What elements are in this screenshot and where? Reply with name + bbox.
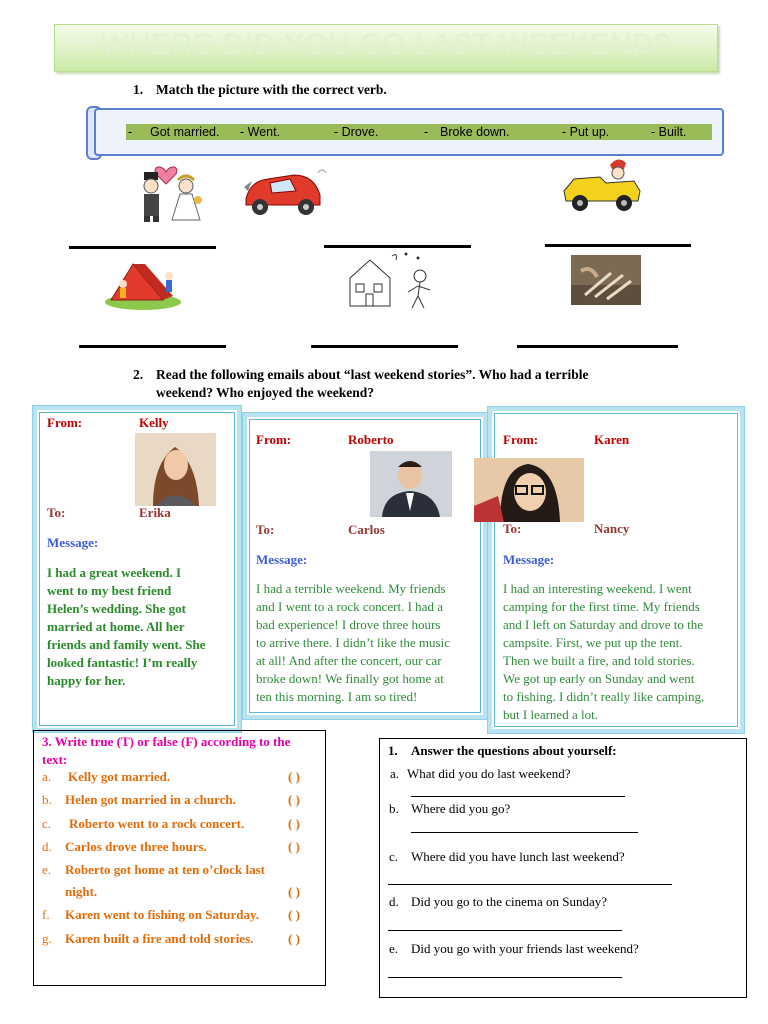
- from-label: From:: [47, 415, 83, 430]
- message-label: Message:: [256, 552, 308, 567]
- question-text: Where did you go?: [411, 801, 511, 816]
- section4-heading: Answer the questions about yourself:: [411, 743, 617, 758]
- to-label: To:: [256, 522, 275, 537]
- broken-car-picture: [240, 165, 326, 217]
- tf-statement-cont: night.: [65, 884, 98, 899]
- verb-got-married: Got married.: [150, 125, 220, 139]
- question-text: Did you go to the cinema on Sunday?: [411, 894, 608, 909]
- tent-picture: [103, 256, 183, 312]
- tf-letter: c.: [42, 816, 52, 831]
- message-line: I had a terrible weekend. My friends: [256, 581, 446, 596]
- tf-statement: Karen built a fire and told stories.: [65, 931, 254, 946]
- section1-number: 1.: [133, 82, 144, 97]
- message-line: married at home. All her: [47, 619, 185, 634]
- question-letter: a.: [390, 766, 400, 781]
- answer-line[interactable]: [388, 884, 672, 885]
- question-text: Where did you have lunch last weekend?: [411, 849, 625, 864]
- from-name: Karen: [594, 432, 630, 447]
- message-line: to fishing. I didn’t really like camping,: [503, 689, 705, 704]
- kelly-photo: [135, 433, 216, 506]
- tf-answer-slot[interactable]: ( ): [288, 884, 300, 899]
- campfire-picture: [571, 255, 641, 305]
- answer-blank[interactable]: [545, 244, 691, 247]
- tf-letter: d.: [42, 839, 52, 854]
- section1-heading: Match the picture with the correct verb.: [156, 82, 387, 97]
- answer-line[interactable]: [411, 796, 625, 797]
- tf-answer-slot[interactable]: ( ): [288, 907, 300, 922]
- answer-blank[interactable]: [69, 246, 216, 249]
- tf-statement: Karen went to fishing on Saturday.: [65, 907, 260, 922]
- answer-blank[interactable]: [79, 345, 226, 348]
- tf-answer-slot[interactable]: ( ): [288, 931, 300, 946]
- tf-statement: Roberto went to a rock concert.: [69, 816, 245, 831]
- to-name: Nancy: [594, 521, 630, 536]
- verb-drove: - Drove.: [334, 125, 379, 139]
- from-name: Kelly: [139, 415, 169, 430]
- to-name: Erika: [139, 505, 171, 520]
- message-label: Message:: [503, 552, 555, 567]
- email-message-kelly: [47, 564, 206, 690]
- answer-line[interactable]: [388, 977, 622, 978]
- message-line: friends and family went. She: [47, 637, 206, 652]
- section2-heading-line2: weekend? Who enjoyed the weekend?: [156, 385, 375, 400]
- page-title: WHERE DID YOU GO LAST WEEKEND?: [100, 29, 672, 61]
- house-night-picture: [346, 248, 436, 314]
- message-line: broke down! We finally got home at: [256, 671, 444, 686]
- email-message-karen: [503, 580, 704, 724]
- roberto-photo: [370, 451, 452, 517]
- message-line: bad experience! I drove three hours: [256, 617, 441, 632]
- message-line: We got up early on Sunday and went: [503, 671, 695, 686]
- message-line: I had a great weekend. I: [47, 565, 182, 580]
- message-line: to arrive there. I didn’t like the music: [256, 635, 450, 650]
- driving-car-picture: [560, 155, 644, 215]
- verb-bank: [126, 124, 712, 140]
- tf-answer-slot[interactable]: ( ): [288, 769, 300, 784]
- message-line: and I left on Saturday and drove to the: [503, 617, 703, 632]
- question-letter: d.: [389, 894, 399, 909]
- tf-heading-line1: 3. Write true (T) or false (F) according to the: [42, 734, 291, 749]
- message-line: at all! And after the concert, our car: [256, 653, 442, 668]
- verb-put-up: - Put up.: [562, 125, 610, 139]
- tf-letter: e.: [42, 862, 52, 877]
- message-line: happy for her.: [47, 673, 126, 688]
- verb-broke-down: Broke down.: [440, 125, 510, 139]
- question-text: Did you go with your friends last weekend?: [411, 941, 639, 956]
- question-letter: c.: [389, 849, 399, 864]
- tf-statement: Roberto got home at ten o’clock last: [65, 862, 266, 877]
- message-line: I had an interesting weekend. I went: [503, 581, 692, 596]
- from-label: From:: [256, 432, 292, 447]
- message-line: Then we built a fire, and told stories.: [503, 653, 695, 668]
- message-line: looked fantastic! I’m really: [47, 655, 198, 670]
- answer-line[interactable]: [411, 832, 638, 833]
- tf-letter: f.: [42, 907, 50, 922]
- to-label: To:: [503, 521, 522, 536]
- tf-statement: Kelly got married.: [68, 769, 171, 784]
- message-line: camping for the first time. My friends: [503, 599, 700, 614]
- from-name: Roberto: [348, 432, 394, 447]
- message-line: went to my best friend: [47, 583, 172, 598]
- to-label: To:: [47, 505, 66, 520]
- karen-photo: [474, 458, 584, 522]
- email-message-roberto: [256, 580, 450, 706]
- message-line: ten this morning. I am so tired!: [256, 689, 418, 704]
- answer-line[interactable]: [388, 930, 622, 931]
- answer-blank[interactable]: [311, 345, 458, 348]
- from-label: From:: [503, 432, 539, 447]
- question-text: What did you do last weekend?: [407, 766, 571, 781]
- tf-letter: b.: [42, 792, 52, 807]
- tf-heading-line2: text:: [42, 752, 68, 767]
- section2-number: 2.: [133, 367, 144, 382]
- verb-dash: -: [128, 125, 133, 139]
- message-line: but I learned a lot.: [503, 707, 598, 722]
- message-label: Message:: [47, 535, 99, 550]
- message-line: and I went to a rock concert. I had a: [256, 599, 443, 614]
- verb-dash: -: [424, 125, 429, 139]
- section2-heading-line1: Read the following emails about “last weekend stories”. Who had a terrible: [156, 367, 589, 382]
- message-line: Helen’s wedding. She got: [47, 601, 186, 616]
- wedding-couple-picture: [136, 158, 210, 224]
- answer-blank[interactable]: [517, 345, 678, 348]
- verb-went: - Went.: [240, 125, 281, 139]
- section4-number: 1.: [388, 743, 398, 758]
- verb-built: - Built.: [651, 125, 687, 139]
- tf-letter: g.: [42, 931, 52, 946]
- question-letter: e.: [389, 941, 399, 956]
- tf-statement: Carlos drove three hours.: [65, 839, 207, 854]
- question-letter: b.: [389, 801, 399, 816]
- tf-answer-slot[interactable]: ( ): [288, 839, 300, 854]
- to-name: Carlos: [348, 522, 385, 537]
- message-line: campsite. First, we put up the tent.: [503, 635, 683, 650]
- tf-answer-slot[interactable]: ( ): [288, 816, 300, 831]
- tf-answer-slot[interactable]: ( ): [288, 792, 300, 807]
- tf-letter: a.: [42, 769, 52, 784]
- tf-statement: Helen got married in a church.: [65, 792, 236, 807]
